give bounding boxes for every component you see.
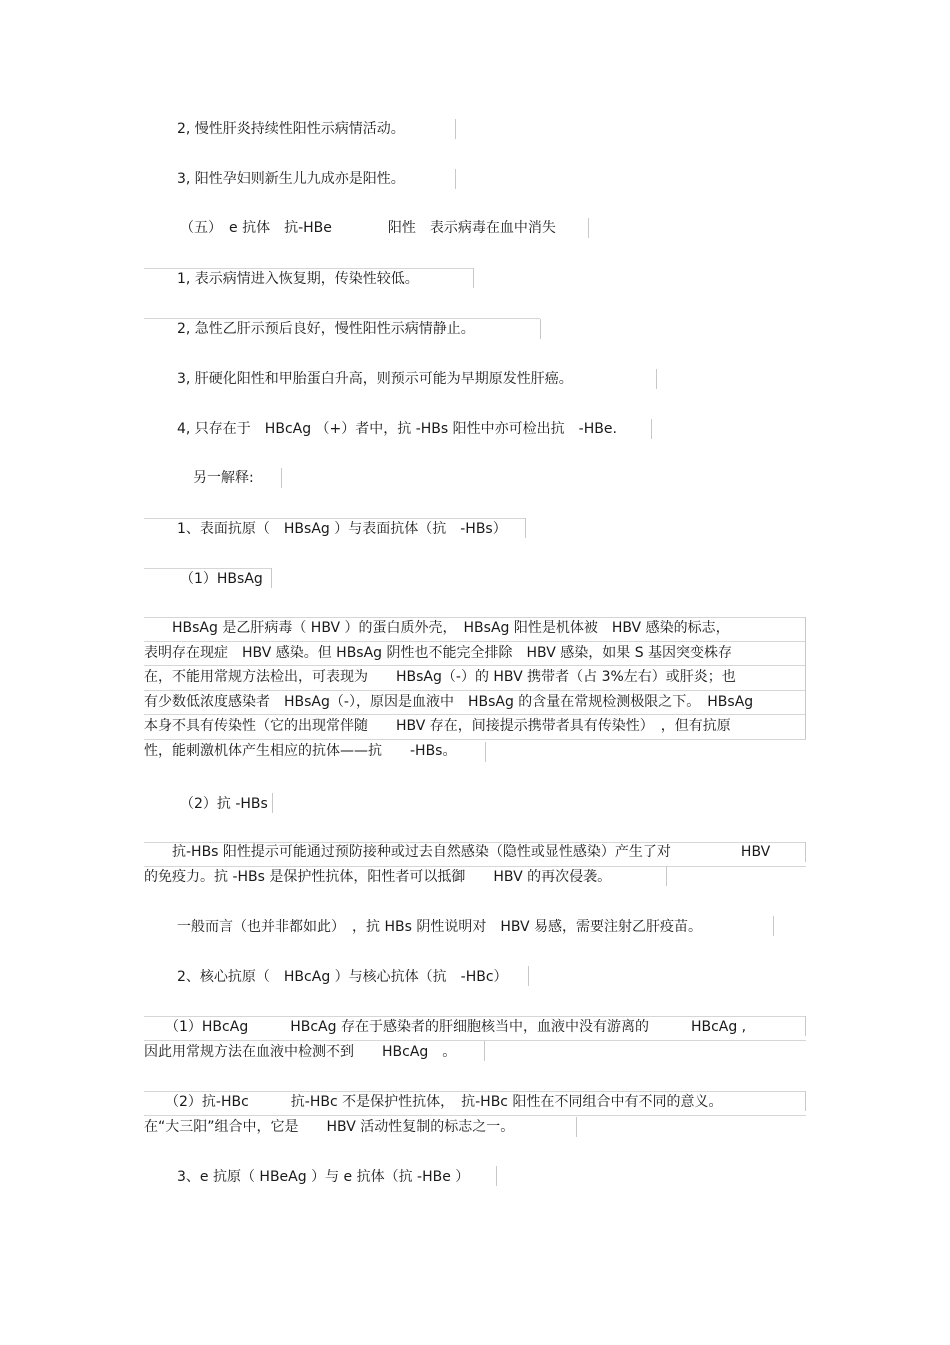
text-line-12: 一般而言（也并非都如此） ，抗 HBs 阴性说明对 HBV 易感，需要注射乙肝疫苗。 xyxy=(177,919,703,935)
text-line-9: 1、表面抗原（ HBsAg ）与表面抗体（抗 -HBs） xyxy=(177,521,507,537)
cell-border xyxy=(144,690,806,691)
cell-border xyxy=(144,568,271,569)
cell-border xyxy=(144,1091,806,1092)
paragraph-line: 因此用常规方法在血液中检测不到 HBcAg 。 xyxy=(144,1043,457,1060)
cell-border xyxy=(271,568,272,588)
text-line-2: 3, 阳性孕妇则新生儿九成亦是阳性。 xyxy=(177,171,405,187)
cell-border xyxy=(144,268,474,269)
text-line-8: 另一解释: xyxy=(193,470,254,486)
text-line-14: 3、e 抗原（ HBeAg ）与 e 抗体（抗 -HBe ） xyxy=(177,1169,470,1185)
paragraph-anti-hbs xyxy=(144,840,806,889)
cell-border xyxy=(144,318,540,319)
cell-border xyxy=(588,218,589,238)
cell-border xyxy=(144,641,806,642)
cell-border xyxy=(576,1117,577,1137)
paragraph-line: （2）抗-HBc 抗-HBc 不是保护性抗体， 抗-HBc 阳性在不同组合中有不同的意义。 xyxy=(144,1094,723,1110)
cell-border xyxy=(666,866,667,886)
cell-border xyxy=(805,1016,806,1036)
cell-border xyxy=(496,1166,497,1186)
text-line-10: （1）HBsAg xyxy=(180,571,263,587)
cell-border xyxy=(144,665,806,666)
cell-border xyxy=(805,842,806,862)
paragraph-line: 在，不能用常规方法检出，可表现为 HBsAg（-）的 HBV 携带者（占 3%左右）或肝炎；也 xyxy=(144,669,736,686)
paragraph-line: 表明存在现症 HBV 感染。但 HBsAg 阴性也不能完全排除 HBV 感染，如果 S 基因突变株存 xyxy=(144,644,733,661)
cell-border xyxy=(455,169,456,189)
cell-border xyxy=(144,739,806,740)
cell-border xyxy=(144,714,806,715)
text-line-7: 4, 只存在于 HBcAg （+）者中，抗 -HBs 阳性中亦可检出抗 -HBe. xyxy=(177,421,617,437)
cell-border xyxy=(144,518,525,519)
paragraph-line: 本身不具有传染性（它的出现常伴随 HBV 存在，间接提示携带者具有传染性） ，但有抗原 xyxy=(144,718,731,735)
text-line-13: 2、核心抗原（ HBcAg ）与核心抗体（抗 -HBc） xyxy=(177,969,508,985)
text-line-11: （2）抗 -HBs xyxy=(180,796,268,812)
cell-border xyxy=(525,518,526,538)
cell-border xyxy=(473,268,474,288)
paragraph-line: 抗-HBs 阳性提示可能通过预防接种或过去自然感染（隐性或显性感染）产生了对 HBV xyxy=(144,844,771,860)
paragraph-line: （1）HBcAg HBcAg 存在于感染者的肝细胞核当中，血液中没有游离的 HBcAg , xyxy=(144,1019,747,1035)
text-line-3: （五） e 抗体 抗-HBe 阳性 表示病毒在血中消失 xyxy=(180,220,556,236)
cell-border xyxy=(144,842,806,843)
cell-border xyxy=(651,419,652,439)
text-line-6: 3, 肝硬化阳性和甲胎蛋白升高，则预示可能为早期原发性肝癌。 xyxy=(177,371,573,387)
paragraph-line: 的免疫力。抗 -HBs 是保护性抗体，阳性者可以抵御 HBV 的再次侵袭。 xyxy=(144,868,612,885)
paragraph-line: 性，能刺激机体产生相应的抗体——抗 -HBs。 xyxy=(144,742,457,759)
cell-border xyxy=(773,916,774,936)
cell-border xyxy=(528,966,529,986)
text-line-1: 2, 慢性肝炎持续性阳性示病情活动。 xyxy=(177,121,405,137)
cell-border xyxy=(144,1016,806,1017)
cell-border xyxy=(144,617,806,618)
cell-border xyxy=(272,793,273,813)
cell-border xyxy=(281,468,282,488)
paragraph-line: HBsAg 是乙肝病毒（ HBV ）的蛋白质外壳， HBsAg 阳性是机体被 HBV 感染的标志， xyxy=(144,620,730,636)
paragraph-line: 有少数低浓度感染者 HBsAg（-），原因是血液中 HBsAg 的含量在常规检测极限之下。 HBsAg xyxy=(144,693,754,710)
cell-border xyxy=(484,1041,485,1061)
paragraph-line: 在“大三阳”组合中，它是 HBV 活动性复制的标志之一。 xyxy=(144,1118,515,1135)
cell-border xyxy=(144,1115,806,1116)
cell-border xyxy=(805,617,806,739)
text-line-5: 2, 急性乙肝示预后良好，慢性阳性示病情静止。 xyxy=(177,321,475,337)
cell-border xyxy=(485,742,486,762)
text-line-4: 1, 表示病情进入恢复期，传染性较低。 xyxy=(177,271,419,287)
cell-border xyxy=(144,1040,806,1041)
cell-border xyxy=(805,1091,806,1111)
cell-border xyxy=(144,866,806,867)
cell-border xyxy=(455,119,456,139)
cell-border xyxy=(540,319,541,339)
cell-border xyxy=(656,369,657,389)
